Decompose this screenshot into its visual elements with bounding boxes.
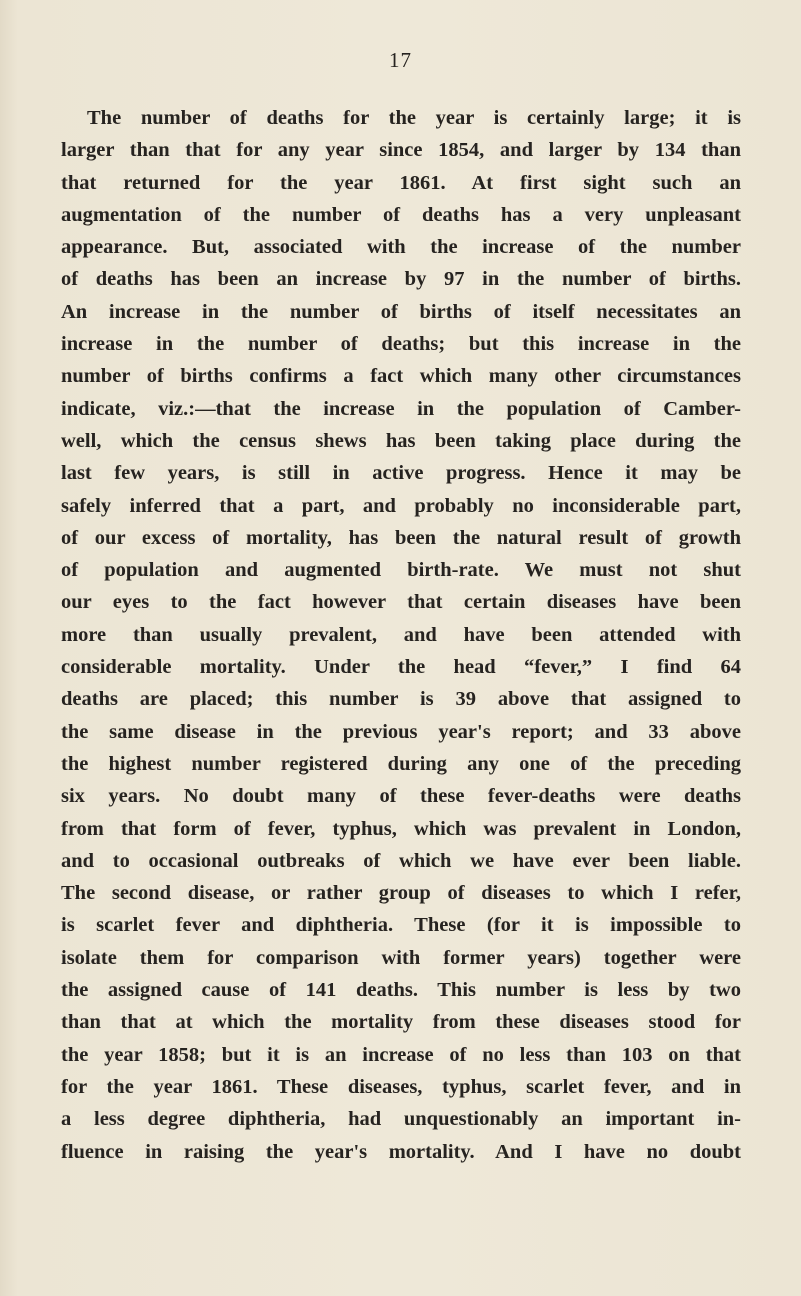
text-line: increase in the number of deaths; but this increase in the — [61, 333, 741, 356]
text-line: well, which the census shews has been taking place during the — [61, 429, 741, 452]
text-line: than that at which the mortality from these diseases stood for — [61, 1011, 741, 1034]
text-line: safely inferred that a part, and probably no inconsiderable part, — [61, 494, 741, 517]
text-line: the highest number registered during any one of the preceding — [61, 752, 741, 775]
text-line: number of births confirms a fact which many other circumstances — [61, 365, 741, 388]
text-line: of population and augmented birth-rate. We must not shut — [61, 559, 741, 582]
text-line: augmentation of the number of deaths has a very unpleasant — [61, 203, 741, 226]
text-line: the year 1858; but it is an increase of no less than 103 on that — [61, 1043, 741, 1066]
text-line: indicate, viz.:—that the increase in the population of Camber- — [61, 397, 741, 420]
text-line: a less degree diphtheria, had unquestionably an important in- — [61, 1108, 741, 1131]
text-line: An increase in the number of births of itself necessitates an — [61, 300, 741, 323]
text-line: isolate them for comparison with former years) together were — [61, 946, 741, 969]
text-line: our eyes to the fact however that certain diseases have been — [61, 591, 741, 614]
text-line: that returned for the year 1861. At first sight such an — [61, 171, 741, 194]
text-line: of deaths has been an increase by 97 in the number of births. — [61, 268, 741, 291]
text-line: deaths are placed; this number is 39 above that assigned to — [61, 688, 741, 711]
text-line: more than usually prevalent, and have been attended with — [61, 623, 741, 646]
text-line: The number of deaths for the year is certainly large; it is — [87, 107, 741, 129]
text-line: larger than that for any year since 1854, and larger by 134 than — [61, 139, 741, 162]
text-line: for the year 1861. These diseases, typhus, scarlet fever, and in — [61, 1075, 741, 1098]
body-paragraph — [61, 102, 741, 1168]
text-line: is scarlet fever and diphtheria. These (for it is impossible to — [61, 914, 741, 937]
text-line: appearance. But, associated with the increase of the number — [61, 236, 741, 259]
text-line: the assigned cause of 141 deaths. This number is less by two — [61, 979, 741, 1002]
text-line: of our excess of mortality, has been the natural result of growth — [61, 526, 741, 549]
text-line: considerable mortality. Under the head “fever,” I find 64 — [61, 656, 741, 679]
text-line: last few years, is still in active progress. Hence it may be — [61, 462, 741, 485]
text-line: fluence in raising the year's mortality. And I have no doubt — [61, 1140, 741, 1163]
text-line: and to occasional outbreaks of which we have ever been liable. — [61, 849, 741, 872]
text-line: the same disease in the previous year's report; and 33 above — [61, 720, 741, 743]
text-line: six years. No doubt many of these fever-deaths were deaths — [61, 785, 741, 808]
text-line: from that form of fever, typhus, which was prevalent in London, — [61, 817, 741, 840]
text-line: The second disease, or rather group of diseases to which I refer, — [61, 882, 741, 905]
page-number: 17 — [389, 48, 412, 72]
